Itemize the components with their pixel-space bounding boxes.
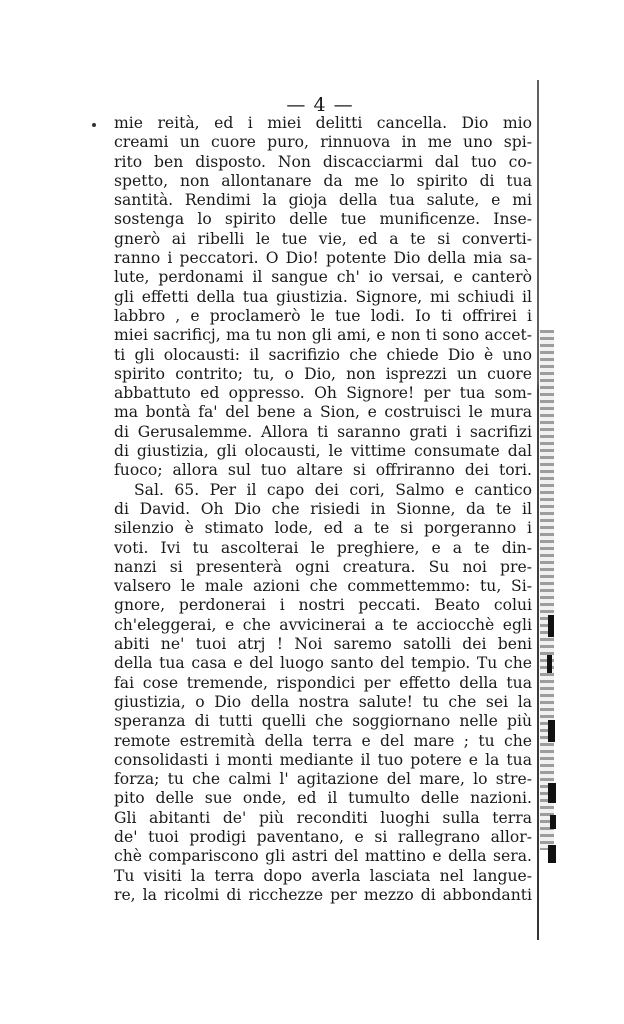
edge-mark: [548, 615, 554, 637]
text-line: creami un cuore puro, rinnuova in me uno spi-: [114, 133, 532, 152]
text-line: remote estremità della terra e del mare ; tu che: [114, 731, 532, 750]
text-line: forza; tu che calmi l' agitazione del mare, lo stre-: [114, 770, 532, 789]
margin-mark: [92, 123, 96, 127]
text-line: gnerò ai ribelli le tue vie, ed a te si converti-: [114, 229, 532, 248]
edge-mark: [548, 720, 555, 742]
page-edge-line: [537, 80, 539, 940]
text-line: chè compariscono gli astri del mattino e della sera.: [114, 847, 532, 866]
text-line: spirito contrito; tu, o Dio, non isprezzi un cuore: [114, 364, 532, 383]
bleed-through-strip: [540, 330, 554, 850]
text-line: ma bontà fa' del bene a Sion, e costruisci le mura: [114, 403, 532, 422]
edge-mark: [547, 655, 552, 673]
text-line: gli effetti della tua giustizia. Signore, mi schiudi il: [114, 287, 532, 306]
text-line: valsero le male azioni che commettemmo: tu, Si-: [114, 577, 532, 596]
text-line: Gli abitanti de' più reconditi luoghi sulla terra: [114, 808, 532, 827]
text-line: pito delle sue onde, ed il tumulto delle nazioni.: [114, 789, 532, 808]
text-line: labbro , e proclamerò le tue lodi. Io ti offrirei i: [114, 306, 532, 325]
text-line: di Gerusalemme. Allora ti saranno grati i sacrifizi: [114, 422, 532, 441]
text-line: Tu visiti la terra dopo averla lasciata nel langue-: [114, 866, 532, 885]
page-number: — 4 —: [286, 94, 354, 116]
text-line: spetto, non allontanare da me lo spirito di tua: [114, 171, 532, 190]
text-line: ranno i peccatori. O Dio! potente Dio della mia sa-: [114, 249, 532, 268]
text-line: consolidasti i monti mediante il tuo potere e la tua: [114, 750, 532, 769]
edge-mark: [548, 845, 556, 863]
text-line: santità. Rendimi la gioja della tua salute, e mi: [114, 191, 532, 210]
text-line: mie reità, ed i miei delitti cancella. Dio mio: [114, 114, 532, 132]
text-line: abbattuto ed oppresso. Oh Signore! per tua som-: [114, 384, 532, 403]
text-line: di David. Oh Dio che risiedi in Sionne, da te il: [114, 499, 532, 518]
text-line: giustizia, o Dio della nostra salute! tu che sei la: [114, 692, 532, 711]
text-line: speranza di tutti quelli che soggiornano nelle più: [114, 712, 532, 731]
text-line: gnore, perdonerai i nostri peccati. Beato colui: [114, 596, 532, 615]
text-line: fuoco; allora sul tuo altare si offriranno dei tori.: [114, 461, 532, 480]
body-text: [114, 114, 532, 905]
text-line: di giustizia, gli olocausti, le vittime consumate dal: [114, 442, 532, 461]
text-line: sostenga lo spirito delle tue munificenze. Inse-: [114, 210, 532, 229]
text-line: lute, perdonami il sangue ch' io versai, e canterò: [114, 268, 532, 287]
text-line: silenzio è stimato lode, ed a te si porgeranno i: [114, 519, 532, 538]
text-line: nanzi si presenterà ogni creatura. Su noi pre-: [114, 557, 532, 576]
text-line: rito ben disposto. Non discacciarmi dal tuo co-: [114, 152, 532, 171]
text-line: de' tuoi prodigi paventano, e si rallegrano allor-: [114, 827, 532, 846]
text-line: abiti ne' tuoi atrj ! Noi saremo satolli dei beni: [114, 635, 532, 654]
text-line: Sal. 65. Per il capo dei cori, Salmo e cantico: [134, 480, 532, 499]
text-line: re, la ricolmi di ricchezze per mezzo di abbondanti: [114, 885, 532, 904]
text-line: miei sacrificj, ma tu non gli ami, e non ti sono accet-: [114, 326, 532, 345]
edge-mark: [550, 815, 556, 829]
text-line: della tua casa e del luogo santo del tempio. Tu che: [114, 654, 532, 673]
text-line: ti gli olocausti: il sacrifizio che chiede Dio è uno: [114, 345, 532, 364]
text-line: voti. Ivi tu ascolterai le preghiere, e a te din-: [114, 538, 532, 557]
edge-mark: [548, 783, 556, 803]
text-line: fai cose tremende, rispondici per effetto della tua: [114, 673, 532, 692]
text-line: ch'eleggerai, e che avvicinerai a te acciocchè egli: [114, 615, 532, 634]
